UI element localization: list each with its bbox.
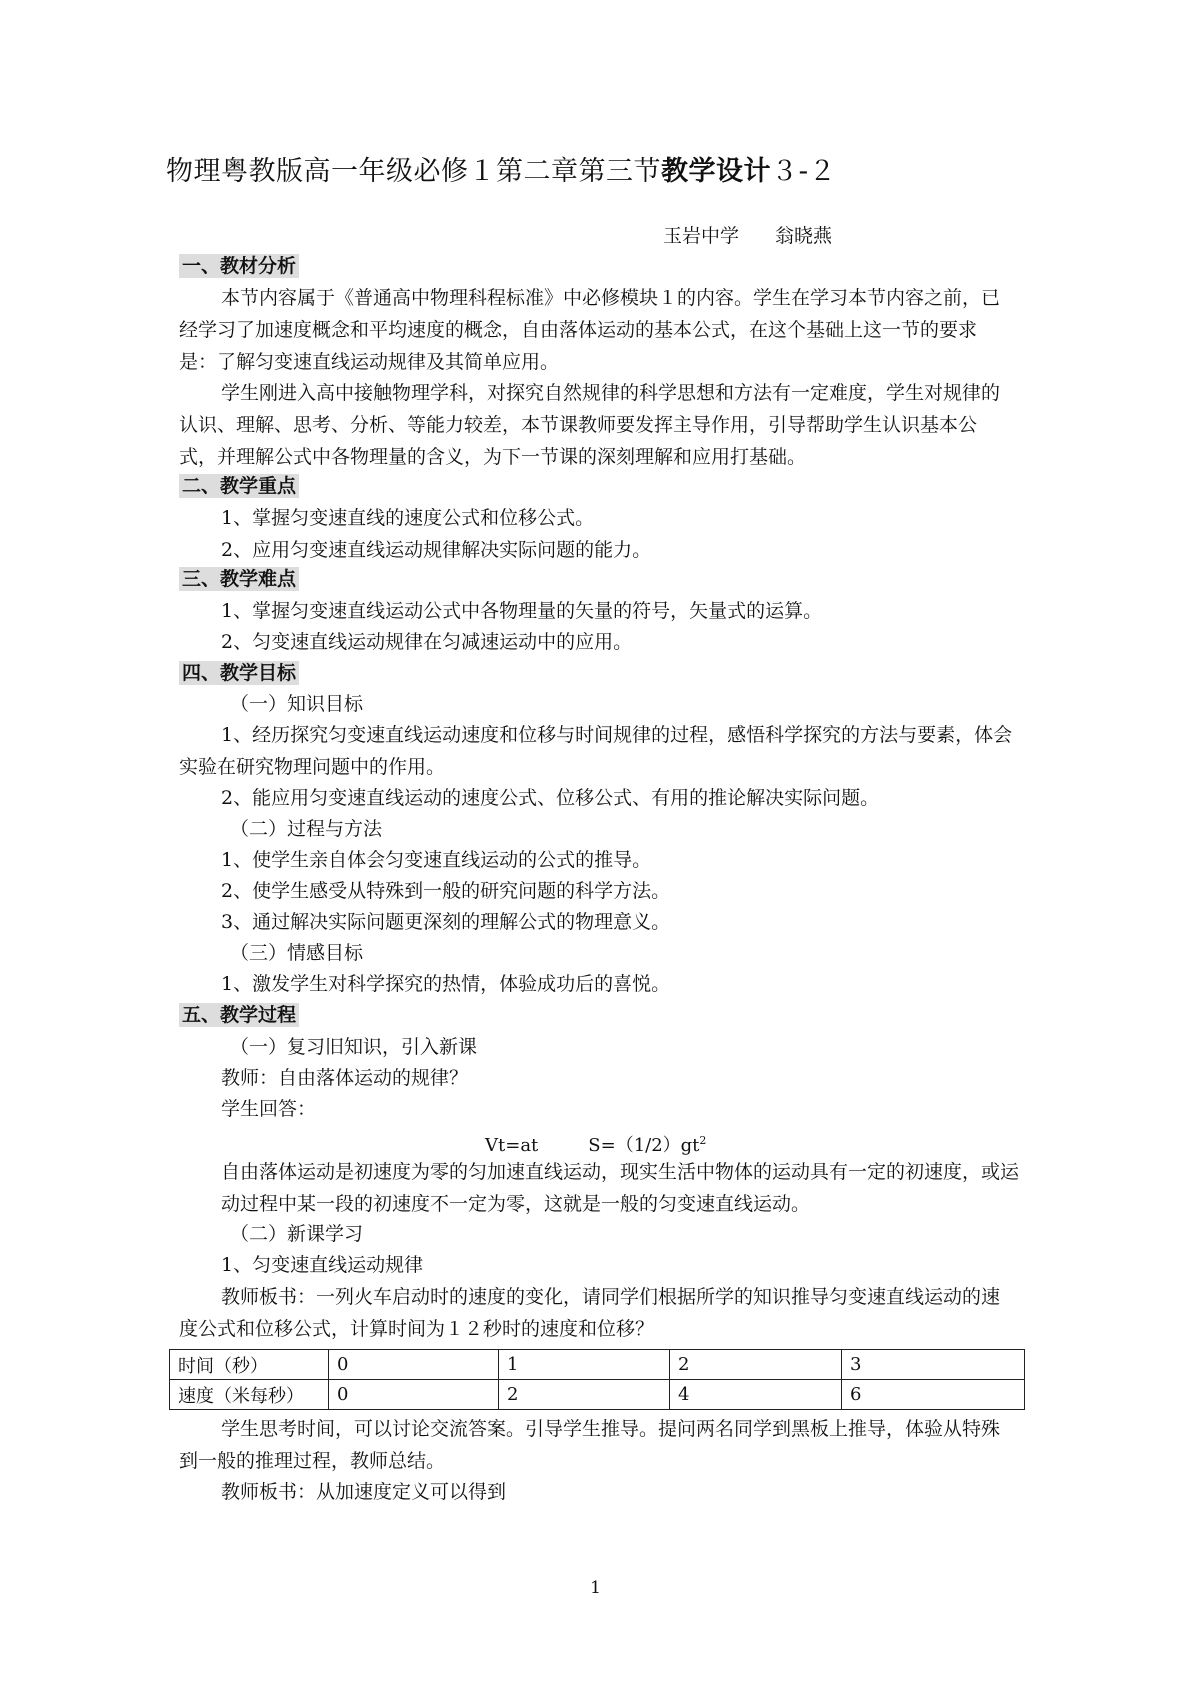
page-title [166,156,837,187]
paragraph-s4-k1: 1、经历探究匀变速直线运动速度和位移与时间规律的过程，感悟科学探究的方法与要素，体会实验在研究物理问题中的作用。 [179,724,1013,778]
table-cell: 0 [329,1380,499,1410]
table-row [170,1350,1025,1380]
subheading: （二）新课学习 [230,1223,364,1245]
title-part-1: 物理粤教版高一年级必修１第二章第三节 [166,156,661,187]
section-heading-4: 四、教学目标 [179,661,299,685]
list-item: 2、使学生感受从特殊到一般的研究问题的科学方法。 [221,880,671,902]
list-item: 1、激发学生对科学探究的热情，体验成功后的喜悦。 [221,973,671,995]
author-name: 翁晓燕 [775,225,833,247]
section-heading-1: 一、教材分析 [179,254,299,278]
paragraph-s5-p1: 自由落体运动是初速度为零的匀加速直线运动，现实生活中物体的运动具有一定的初速度，或运动过程中某一段的初速度不一定为零，这就是一般的匀变速直线运动。 [221,1161,1020,1215]
list-item: 3、通过解决实际问题更深刻的理解公式的物理意义。 [221,911,671,933]
section-heading-3: 三、教学难点 [179,567,299,591]
table-cell: 3 [842,1350,1025,1380]
paragraph-s5-p2: 教师板书：一列火车启动时的速度的变化，请同学们根据所学的知识推导匀变速直线运动的速度公式和位移公式，计算时间为１２秒时的速度和位移？ [179,1286,1001,1340]
table-cell: 6 [842,1380,1025,1410]
subheading: （一）知识目标 [230,693,364,715]
list-item: 2、应用匀变速直线运动规律解决实际问题的能力。 [221,539,652,561]
formula [485,1129,706,1158]
author-school: 玉岩中学 [663,225,740,247]
section-heading-2: 二、教学重点 [179,474,299,498]
table-cell: 1 [499,1350,670,1380]
table-cell: 2 [499,1380,670,1410]
section-heading-5: 五、教学过程 [179,1003,299,1027]
table-cell: 4 [670,1380,842,1410]
subheading: （三）情感目标 [230,942,364,964]
formula-exponent: 2 [699,1134,707,1147]
table-cell: 时间（秒） [170,1350,329,1380]
subheading: （二）过程与方法 [230,818,383,840]
text-line: 学生回答： [221,1098,317,1120]
paragraph-s1-p2: 学生刚进入高中接触物理学科，对探究自然规律的科学思想和方法有一定难度，学生对规律的认识、理解、思考、分析、等能力较差，本节课教师要发挥主导作用，引导帮助学生认识基本公式，并理解公式中各物理量的含义，为下一节课的深刻理解和应用打基础。 [179,382,1001,468]
table-cell: 0 [329,1350,499,1380]
paragraph-s5-p3: 学生思考时间，可以讨论交流答案。引导学生推导。提问两名同学到黑板上推导，体验从特殊到一般的推理过程，教师总结。 [179,1418,1001,1472]
title-part-3: ３-２ [771,156,837,187]
list-item: 1、掌握匀变速直线运动公式中各物理量的矢量的符号，矢量式的运算。 [221,600,823,622]
author-line [663,224,832,248]
text-line: 1、匀变速直线运动规律 [221,1254,424,1276]
table-cell: 2 [670,1350,842,1380]
formula-velocity: Vt=at [485,1135,539,1156]
table-row [170,1380,1025,1410]
table-cell: 速度（米每秒） [170,1380,329,1410]
subheading: （一）复习旧知识，引入新课 [230,1036,478,1058]
paragraph-s1-p1: 本节内容属于《普通高中物理科程标准》中必修模块１的内容。学生在学习本节内容之前，已经学习了加速度概念和平均速度的概念，自由落体运动的基本公式，在这个基础上这一节的要求是：了解匀变速直线运动规律及其简单应用。 [179,287,1001,373]
list-item: 1、使学生亲自体会匀变速直线运动的公式的推导。 [221,849,652,871]
text-line: 教师板书：从加速度定义可以得到 [221,1481,507,1503]
formula-displacement: S=（1/2）gt [588,1135,700,1156]
data-table [169,1349,1025,1410]
page-number: 1 [590,1578,601,1598]
text-line: 教师：自由落体运动的规律？ [221,1067,469,1089]
list-item: 1、掌握匀变速直线的速度公式和位移公式。 [221,507,595,529]
title-part-2: 教学设计 [661,156,771,187]
list-item: 2、匀变速直线运动规律在匀减速运动中的应用。 [221,631,633,653]
list-item: 2、能应用匀变速直线运动的速度公式、位移公式、有用的推论解决实际问题。 [221,787,880,809]
